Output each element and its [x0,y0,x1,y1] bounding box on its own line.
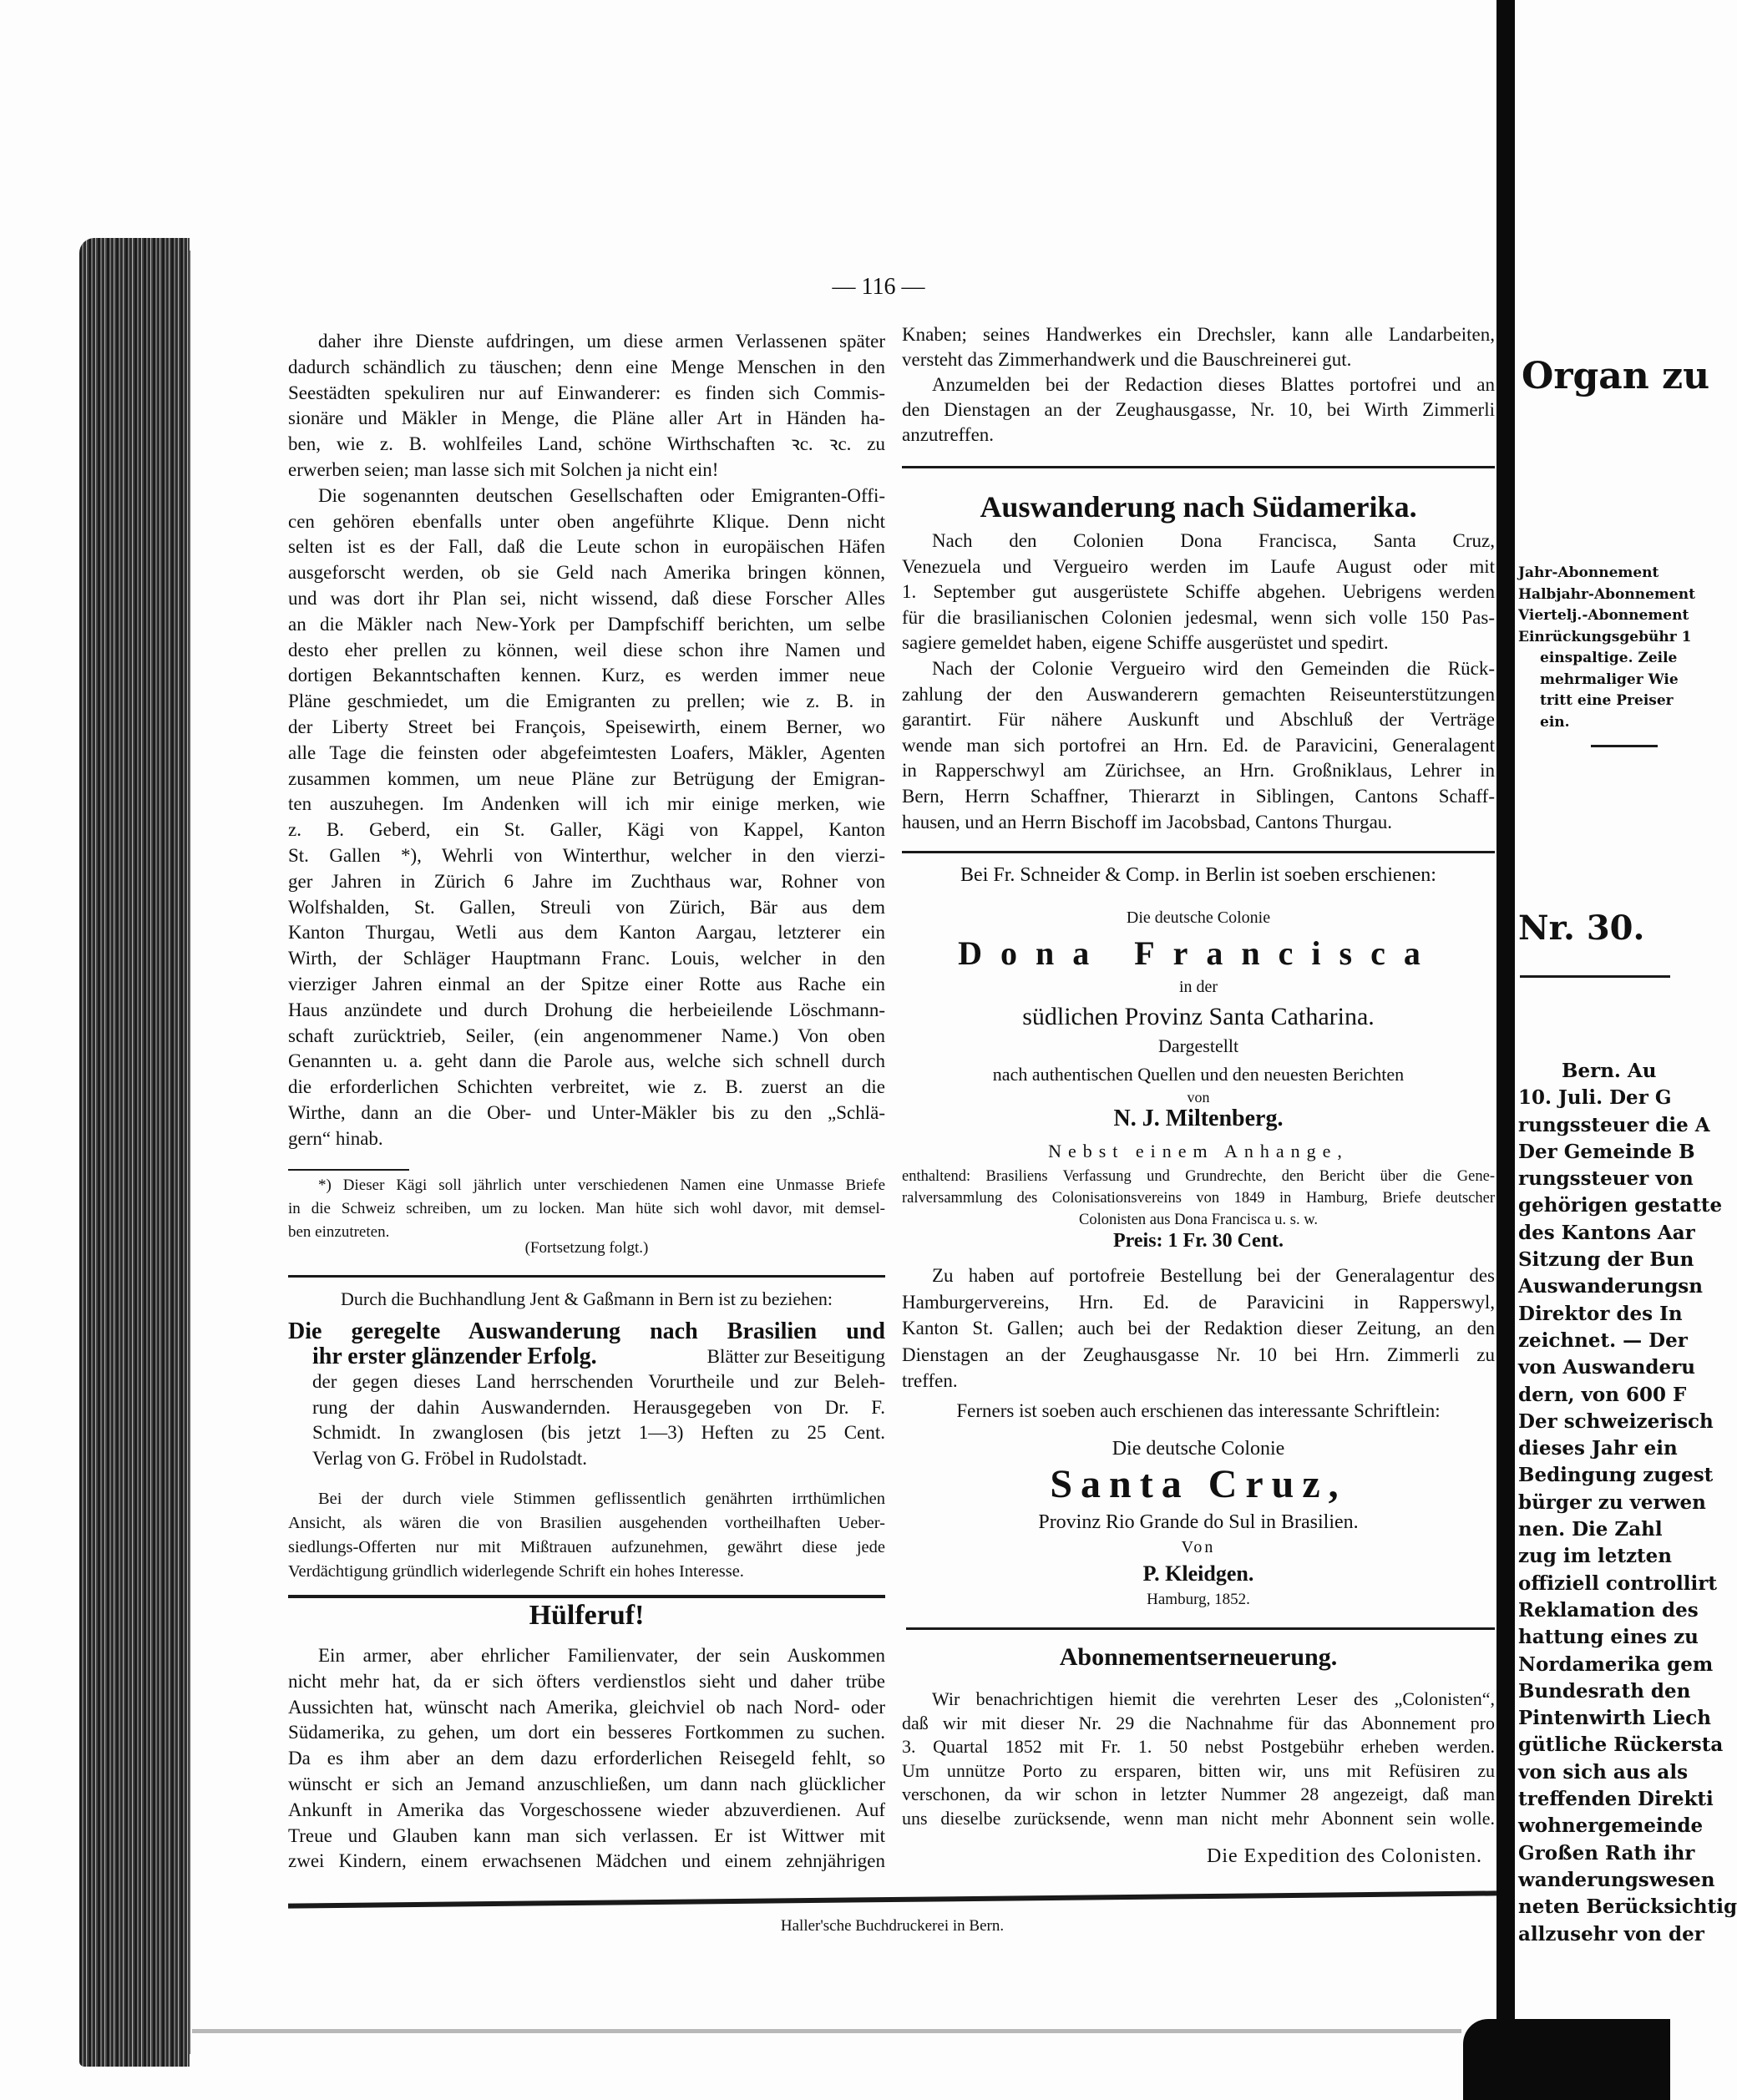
text-line: Seestädten spekuliren nur auf Einwanderer: es finden sich Commis- [288,382,885,403]
news-line: von Auswanderu [1518,1356,1695,1379]
help-continued [902,322,1495,448]
book-contents-line: ralversammlung des Colonisationsvereins von 1849 in Hamburg, Briefe deutscher [902,1190,1495,1207]
text-line: in Rapperschwyl am Zürichsee, an Hrn. Großniklaus, Lehrer in [902,760,1495,782]
subscription-line: Jahr-Abonnement [1518,564,1659,581]
news-line: dern, von 600 F [1518,1383,1687,1406]
news-line: zeichnet. — Der [1518,1328,1688,1352]
text-line: Dienstagen an der Zeughausgasse Nr. 10 bei Hrn. Zimmerli zu [902,1343,1495,1365]
news-line: Direktor des In [1518,1302,1683,1325]
text-line: Ansicht, als wären die von Brasilien ausgehenden vortheilhaften Ueber- [288,1514,885,1532]
text-line: Pläne geschmiedet, um die Emigranten zu prellen; wie z. B. in [288,691,885,712]
book-author: N. J. Miltenberg. [1113,1106,1284,1131]
text-line: alle Tage die feinsten oder abgefeimtesten Loafers, Mäkler, Agenten [288,741,885,763]
subscription-line: tritt eine Preiser [1540,692,1674,709]
renewal-paragraph [902,1688,1495,1830]
text-line: versteht das Zimmerhandwerk und die Bauschreinerei gut. [902,349,1352,370]
text-line: hausen, und an Herrn Bischoff im Jacobsbad, Cantons Thurgau. [902,811,1393,832]
text-line: desto eher prellen zu können, weil diese schon ihre Namen und [288,639,885,660]
text-line: Wirth, der Schläger Hauptmann Franc. Louis, welcher in den [288,948,885,969]
book-von: von [1187,1089,1210,1106]
text-line: an die Mäkler nach New-York per Dampfschiff berichten, um selbe [288,613,885,635]
text-line: den Dienstagen an der Zeughausgasse, Nr. 10, bei Wirth Zimmerli [902,399,1495,420]
text-line: uns dieselbe zurücksende, wenn man nicht mehr Abonnent sein wolle. [902,1807,1495,1829]
text-line: *) Dieser Kägi soll jährlich unter verschiedenen Namen eine Unmasse Briefe [318,1177,885,1194]
emigration-title: Auswanderung nach Südamerika. [980,490,1417,524]
text-line: die erforderlichen Schichten verbreitet, wie z. B. zuerst an die [288,1076,885,1098]
section-divider [288,1595,885,1598]
news-line: Reklamation des [1518,1598,1699,1622]
news-line: allzusehr von der [1518,1922,1704,1946]
text-line: Aussichten hat, wünscht nach Amerika, gleichviel ob nach Nord- oder [288,1696,885,1718]
news-line: Bedingung zugest [1518,1464,1714,1487]
article-continuation [288,329,885,1152]
issue-divider [1520,975,1670,978]
text-line: rung der dahin Auswandernden. Herausgegeben von Dr. F. [312,1396,885,1418]
continued-note: (Fortsetzung folgt.) [524,1239,649,1257]
text-line: daß wir mit dieser Nr. 29 die Nachnahme für das Abonnement pro [902,1712,1495,1733]
text-line: verschonen, da wir schon in letzter Nummer 28 angezeigt, daß man [902,1784,1495,1804]
book-contents [902,1166,1495,1231]
book-contents-line: Colonisten aus Dona Francisca u. s. w. [1078,1212,1319,1228]
text-line: für die brasilianischen Colonien jedesmal, wenn sich volle 150 Pas- [902,606,1495,628]
text-line: zusammen kommen, um neue Pläne zur Betrügung der Emigran- [288,767,885,789]
section-divider [906,1627,1495,1630]
news-line: Bern. Au [1562,1060,1657,1082]
page-edge-line [189,250,190,2054]
book2-imprint: Hamburg, 1852. [1147,1591,1250,1608]
text-line: Ein armer, aber ehrlicher Familienvater, der sein Auskommen [318,1645,885,1666]
text-line: ausgeforscht werden, ob sie Geld nach Amerika bringen können, [288,562,885,584]
text-line: dortigen Bekanntschaften kennen. Kurz, es werden immer neue [288,665,885,686]
section-divider [288,1275,885,1278]
page-bottom-edge [192,2029,1461,2033]
ad-title: Die geregelte Auswanderung nach Brasilien und [288,1318,885,1344]
news-line: wohnergemeinde [1518,1814,1704,1838]
text-line: z. B. Geberd, ein St. Galler, Kägi von Kappel, Kanton [288,819,885,841]
text-line: selten ist es der Fall, daß die Leute schon in europäischen Häfen [288,536,885,558]
text-line: nicht mehr hat, da er sich öfters verdienstlos sieht und daher trübe [288,1670,885,1692]
book2-kicker: Die deutsche Colonie [1112,1438,1285,1460]
news-line: gehörigen gestatte [1518,1194,1723,1217]
text-line: Verlag von G. Fröbel in Rudolstadt. [312,1447,587,1469]
text-line: der gegen dieses Land herrschenden Vorurtheile und zur Beleh- [312,1371,885,1392]
help-title: Hülferuf! [529,1600,645,1631]
emigration-notice [902,529,1495,835]
text-line: Venezuela und Vergueiro werden im Laufe August oder mit [902,555,1495,577]
text-line: und was dort ihr Plan sei, nicht wissend, daß diese Forscher Alles [288,587,885,609]
news-line: Auswanderungsn [1518,1275,1703,1298]
text-line: sagiere gemeldet haben, eigene Schiffe ausgerüstet und spedirt. [902,632,1389,654]
subscription-line: Einrückungsgebühr 1 [1518,628,1692,645]
text-line: Da es ihm aber an dem dazu erforderlichen Reisegeld fehlt, so [288,1748,885,1769]
text-line: Kanton Thurgau, Wetli aus dem Kanton Aargau, letzterer ein [288,922,885,944]
news-line: Sitzung der Bun [1518,1248,1694,1272]
text-line: vierziger Jahren einmal an der Spitze einer Rotte aus Rache ein [288,973,885,994]
news-line: treffenden Direkti [1518,1788,1714,1811]
text-line: Zu haben auf portofreie Bestellung bei der Generalagentur des [932,1265,1495,1286]
news-line: 10. Juli. Der G [1518,1086,1672,1110]
text-line: ten auszuhegen. Im Andenken will ich mir einige merken, wie [288,793,885,815]
text-line: Kanton St. Gallen; auch bei der Redaktion dieser Zeitung, an den [902,1318,1495,1338]
book-appendix: Nebst einem Anhange, [1048,1141,1349,1161]
text-line: garantirt. Für nähere Auskunft und Abschluß der Verträge [902,709,1495,731]
book-subtitle: südlichen Provinz Santa Catharina. [1022,1003,1375,1030]
ad-paragraph [288,1487,885,1584]
book-dargestellt: Dargestellt [1157,1035,1239,1056]
news-line: Pintenwirth Liech [1518,1707,1712,1730]
news-line: rungssteuer die A [1518,1113,1710,1136]
subscription-line: einspaltige. Zeile [1540,650,1678,666]
text-line: Ankunft in Amerika das Vorgeschossene wieder abzuverdienen. Auf [288,1799,885,1820]
text-line: Wirthe, dann an die Ober- und Unter-Mäkler bis zu den „Schlä- [288,1101,885,1123]
news-line: Großen Rath ihr [1518,1841,1695,1865]
text-line: Knaben; seines Handwerkes ein Drechsler, kann alle Landarbeiten, [902,324,1495,345]
text-line: ben einzutreten. [288,1223,390,1241]
text-line: 3. Quartal 1852 mit Fr. 1. 50 nebst Postgebühr erheben werden. [902,1736,1495,1757]
text-line: Wir benachrichtigen hiemit die verehrten Leser des „Colonisten“, [932,1688,1495,1709]
text-line: in die Schweiz schreiben, um zu locken. Man hüte sich wohl davor, mit demsel- [288,1200,885,1217]
book-spine-shadow [1463,2019,1670,2100]
subscription-line: ein. [1540,713,1570,731]
text-line: ben, wie z. B. wohlfeiles Land, schöne Wirthschaften ꝛc. ꝛc. zu [288,433,885,455]
book-page-edges [79,238,190,2067]
book2-von: Von [1181,1538,1216,1556]
text-line: Südamerika, zu gehen, um dort ein besseres Fortkommen zu suchen. [288,1722,885,1743]
news-line: wanderungswesen [1518,1868,1715,1891]
text-line: Bern, Herrn Schaffner, Thierarzt in Siblingen, Cantons Schaff- [902,785,1495,807]
footnote [288,1174,885,1244]
text-line: cen gehören ebenfalls unter oben angeführte Klique. Denn nicht [288,510,885,532]
news-line: Der schweizerisch [1518,1409,1714,1433]
text-line: Hamburgervereins, Hrn. Ed. de Paravicini in Rapperswyl, [902,1291,1495,1313]
book-ad-intro: Bei Fr. Schneider & Comp. in Berlin ist soeben erschienen: [960,864,1436,886]
help-paragraph [288,1643,885,1875]
footer-divider [288,1890,1496,1908]
ad-description [312,1369,885,1471]
section-divider [902,851,1495,853]
text-line: Um unnütze Porto zu ersparen, bitten wir, uns mit Refüsiren zu [902,1759,1495,1781]
masthead-divider [1591,745,1658,747]
text-line: Genannten u. a. geht dann die Parole aus, welche sich schnell durch [288,1050,885,1072]
text-line: sionäre und Mäkler in Menge, die Pläne aller Art in Händen ha- [288,407,885,429]
book-in-der: in der [1178,978,1218,996]
text-line: Treue und Glauben kann man sich verlassen. Er ist Wittwer mit [288,1824,885,1846]
news-column [1518,1058,1737,1948]
text-line: schaft zurücktrieb, Seiler, (ein angenommener Name.) Von oben [288,1025,885,1046]
book-also-published: Ferners ist soeben auch erschienen das interessante Schriftlein: [956,1400,1441,1421]
book2-author: P. Kleidgen. [1142,1561,1254,1586]
news-line: nen. Die Zahl [1518,1518,1663,1541]
ad-title-continued: ihr erster glänzender Erfolg. [312,1343,597,1369]
book-availability [902,1263,1495,1394]
text-line: Anzumelden bei der Redaction dieses Blattes portofrei und an [932,374,1495,395]
subscription-line: Halbjahr-Abonnement [1518,585,1695,603]
subscription-info [1518,563,1695,733]
book2-title: Santa Cruz, [1050,1462,1347,1506]
book-contents-line: enthaltend: Brasiliens Verfassung und Grundrechte, den Bericht über die Gene- [902,1168,1495,1185]
news-line: offiziell controllirt [1518,1571,1717,1595]
text-line: Nach der Colonie Vergueiro wird den Gemeinden die Rück- [932,657,1495,679]
text-line: Haus anzündete und durch Drohung die herbeieilende Löschmann- [288,999,885,1020]
news-line: Nordamerika gem [1518,1652,1714,1676]
text-line: zwei Kindern, einem erwachsenen Mädchen und einem zehnjährigen [288,1850,885,1872]
news-line: dieses Jahr ein [1518,1437,1678,1460]
text-line: Verdächtigung gründlich widerlegende Schrift ein hohes Interesse. [288,1562,744,1581]
ad-intro: Durch die Buchhandlung Jent & Gaßmann in Bern ist zu beziehen: [341,1288,833,1309]
book-sources: nach authentischen Quellen und den neuesten Berichten [992,1064,1405,1085]
book-price: Preis: 1 Fr. 30 Cent. [1113,1230,1284,1252]
renewal-title: Abonnementserneuerung. [1059,1643,1338,1671]
text-line: Nach den Colonien Dona Francisca, Santa Cruz, [932,530,1495,551]
text-line: siedlungs-Offerten nur mit Mißtrauen aufzunehmen, gewährt diese jede [288,1538,885,1556]
news-line: Bundesrath den [1518,1679,1691,1703]
text-line: zahlung der den Auswanderern gemachten Reiseunterstützungen [902,683,1495,705]
printer-imprint: Haller'sche Buchdruckerei in Bern. [780,1917,1005,1935]
subscription-line: mehrmaliger Wie [1540,670,1679,688]
news-line: bürger zu verwen [1518,1490,1706,1514]
book-spine [1496,0,1515,2021]
footnote-divider [288,1169,409,1171]
text-line: wende man sich portofrei an Hrn. Ed. de Paravicini, Generalagent [902,734,1495,756]
issue-number: Nr. 30. [1518,908,1645,948]
text-line: St. Gallen *), Wehrli von Winterthur, welcher in den vierzi- [288,844,885,866]
news-line: Der Gemeinde B [1518,1140,1695,1163]
text-line: ger Jahren in Zürich 6 Jahre im Zuchthaus war, Rohner von [288,870,885,892]
text-line: Die sogenannten deutschen Gesellschaften oder Emigranten-Offi- [318,484,885,506]
book-title: Dona Francisca [958,934,1439,972]
text-line: gern“ hinab. [288,1127,383,1149]
news-line: des Kantons Aar [1518,1221,1695,1244]
text-line: Wolfshalden, St. Gallen, Streuli von Zürich, Bär aus dem [288,896,885,918]
text-line: dadurch schändlich zu täuschen; denn eine Menge Menschen in den [288,356,885,377]
news-line: neten Berücksichtig [1518,1895,1737,1919]
text-line: treffen. [902,1370,958,1391]
news-line: gütliche Rückersta [1518,1733,1724,1757]
text-line: 1. September gut ausgerüstete Schiffe abgehen. Uebrigens werden [902,581,1495,603]
news-line: von sich aus als [1518,1760,1689,1784]
text-line: daher ihre Dienste aufdringen, um diese armen Verlassenen später [318,331,885,352]
page-number: — 116 — [832,274,925,300]
ad-description-start: Blätter zur Beseitigung [706,1346,885,1367]
text-line: erwerben seien; man lasse sich mit Solchen ja nicht ein! [288,458,719,480]
text-line: der Liberty Street bei François, Speisewirth, einem Berner, wo [288,716,885,737]
text-line: wünscht er sich an Jemand anzuschließen, um dann nach glücklicher [288,1773,885,1794]
masthead: Organ zu [1522,355,1710,397]
news-line: zug im letzten [1518,1545,1672,1568]
section-divider [902,466,1495,468]
subscription-line: Viertelj.-Abonnement [1518,607,1689,624]
news-line: hattung eines zu [1518,1626,1699,1649]
signature: Die Expedition des Colonisten. [1207,1845,1482,1867]
ad-title-line2 [312,1344,885,1369]
text-line: Bei der durch viele Stimmen geflissentlich genährten irrthümlichen [318,1490,885,1508]
book-kicker: Die deutsche Colonie [1126,908,1271,927]
news-line: rungssteuer von [1518,1167,1694,1191]
text-line: anzutreffen. [902,424,995,445]
text-line: Schmidt. In zwanglosen (bis jetzt 1—3) Heften zu 25 Cent. [312,1422,885,1443]
book2-subtitle: Provinz Rio Grande do Sul in Brasilien. [1038,1511,1359,1533]
